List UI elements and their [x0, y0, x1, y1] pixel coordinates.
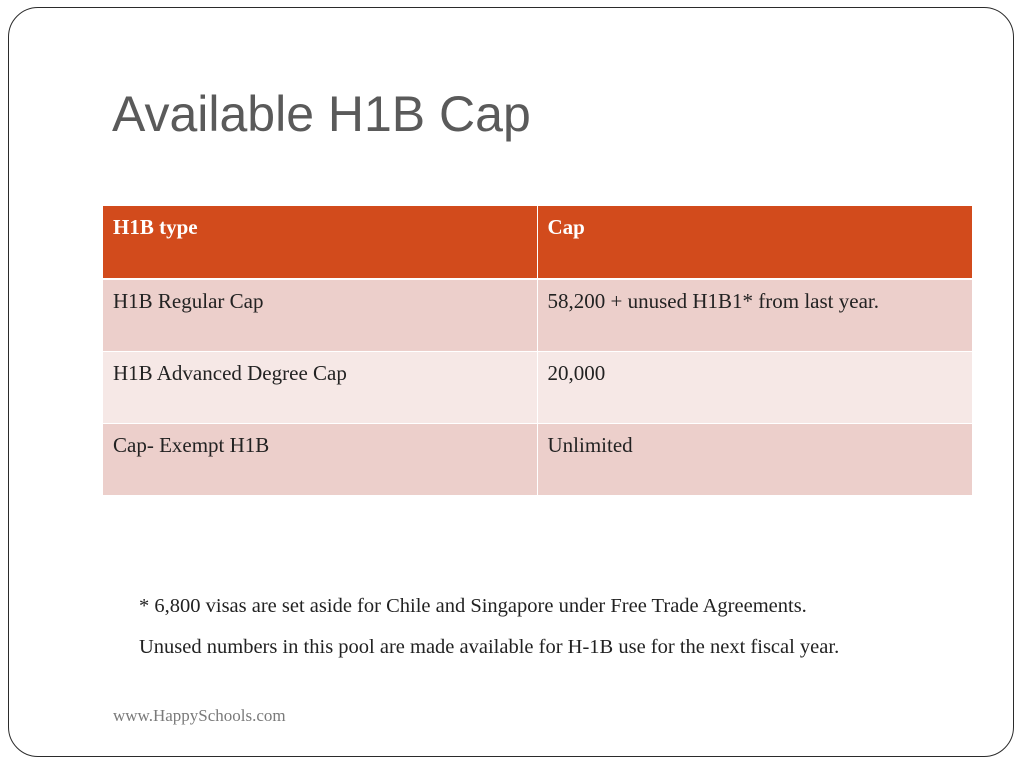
footnote: [139, 594, 959, 675]
slide-title: Available H1B Cap: [112, 86, 531, 142]
table-row: [103, 279, 972, 351]
column-header-cap: Cap: [537, 206, 972, 279]
table-header-row: [103, 206, 972, 279]
footnote-line: * 6,800 visas are set aside for Chile and Singapore under Free Trade Agreements.: [139, 595, 807, 617]
cell-h1b-type: Cap- Exempt H1B: [103, 423, 537, 495]
column-header-h1b-type: H1B type: [103, 206, 537, 279]
cell-h1b-type: H1B Advanced Degree Cap: [103, 351, 537, 423]
cell-h1b-type: H1B Regular Cap: [103, 279, 537, 351]
footer-url: www.HappySchools.com: [113, 706, 286, 725]
cell-cap: 58,200 + unused H1B1* from last year.: [537, 279, 972, 351]
cell-cap: 20,000: [537, 351, 972, 423]
table-row: [103, 423, 972, 495]
cell-cap: Unlimited: [537, 423, 972, 495]
h1b-cap-table: [103, 206, 972, 496]
footnote-line: Unused numbers in this pool are made available for H-1B use for the next fiscal year.: [139, 635, 840, 658]
table-row: [103, 351, 972, 423]
